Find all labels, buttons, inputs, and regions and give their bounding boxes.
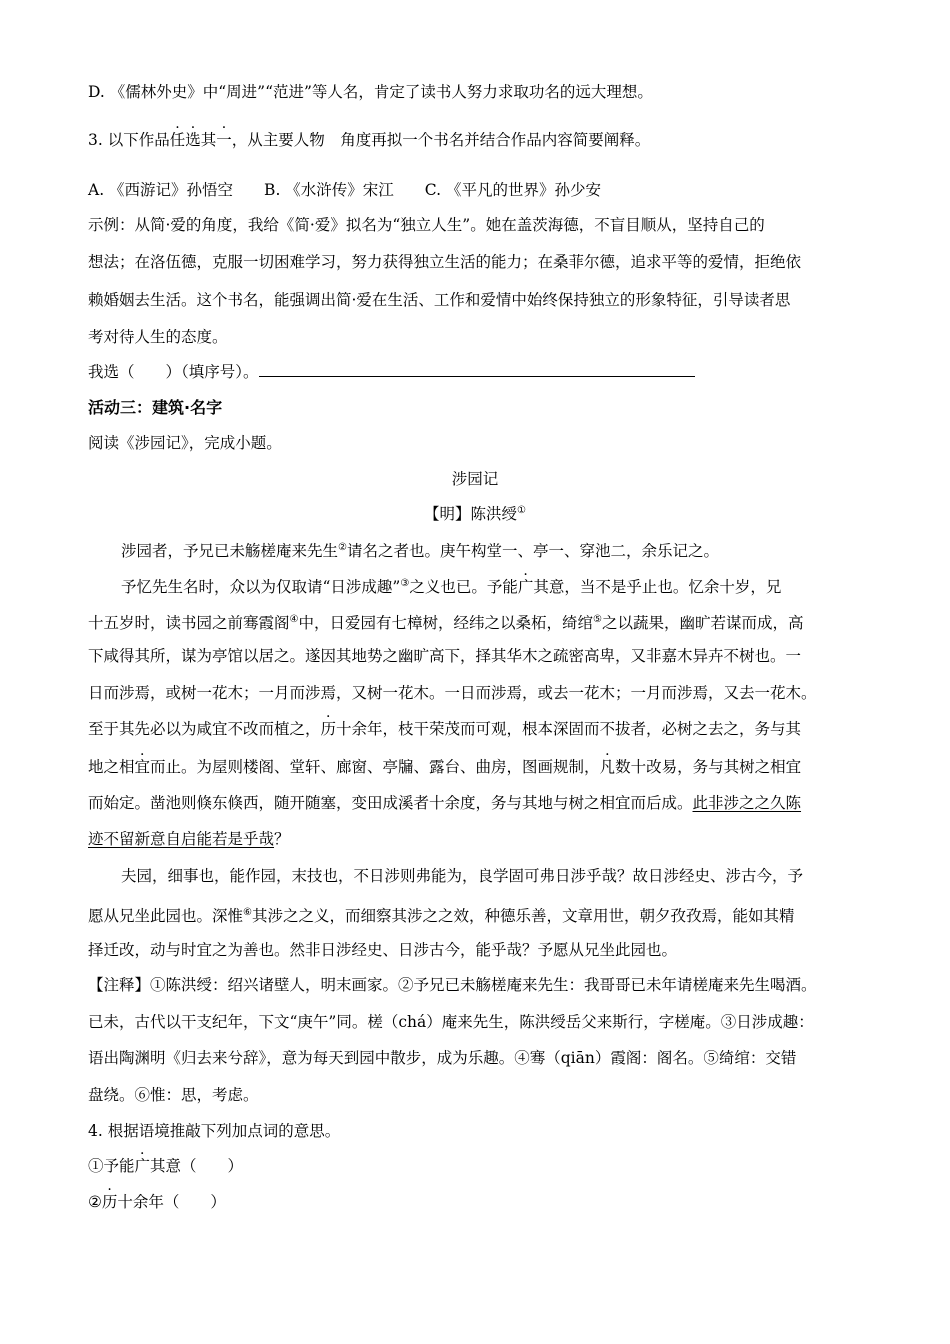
q4-text: ② <box>88 1193 102 1211</box>
footnote-ref: ③ <box>400 578 410 589</box>
dotted-char: 选 <box>185 131 201 149</box>
dotted-char: 一 <box>216 131 232 149</box>
example-line: 赖婚姻去生活。这个书名，能强调出简·爱在生活、工作和爱情中始终保持独立的形象特征，引导读者思 <box>88 291 791 309</box>
essay-p2-line-7 <box>88 793 801 813</box>
q3-text-3: ，从主要人物 角度再拟一个书名并结合作品内容简要阐释。 <box>231 131 651 149</box>
essay-p2-line-8 <box>88 829 290 849</box>
p2-text: 而止。为屋则楼阁、堂轩、廊窗、亭牖、露台、曲房，图画规制， <box>150 758 600 776</box>
example-line: 示例：从简·爱的角度，我给《简·爱》拟名为“独立人生”。她在盖茨海德，不盲目顺从，坚持自己的 <box>88 216 765 234</box>
underlined-sentence: 此非涉之之久陈 <box>692 794 802 812</box>
dotted-char: 凡 <box>599 758 616 776</box>
q4-text: 其意（ ） <box>150 1157 244 1175</box>
p2-text: 中，日爱园有七樟树，经纬之以桑柘，绮绾 <box>298 614 593 633</box>
q4-text: 十余年（ ） <box>117 1193 226 1211</box>
essay-p3-line-1: 夫园，细事也，能作园，末技也，不日涉则弗能为，良学固可弗日涉乎哉？故日涉经史、涉古今，予 <box>121 867 804 885</box>
p2-text: 予忆先生名时，众以为仅取请“日涉成趣” <box>121 578 401 597</box>
q3-text-1: 3. 以下作品 <box>88 131 170 149</box>
p2-text: ？ <box>274 830 290 848</box>
p2-text: 之以蔬果，幽旷若谋而成，高 <box>601 614 804 633</box>
question-4-item-1 <box>88 1156 243 1176</box>
notes-line: 【注释】①陈洪绶：绍兴诸壁人，明末画家。②予兄已未觞槎庵来先生：我哥哥已未年请槎庵来先生喝酒。 <box>88 976 817 994</box>
p2-text: 地之相 <box>88 758 135 776</box>
answer-line <box>88 362 695 382</box>
notes-line: 语出陶渊明《归去来兮辞》，意为每天到园中散步，成为乐趣。④骞（qiān）霞阁：阁名。⑤绮绾：交错 <box>88 1049 797 1067</box>
dotted-char: 宜 <box>134 758 151 776</box>
example-line: 考对待人生的态度。 <box>88 328 228 346</box>
p2-text: 之义也已。予能 <box>409 578 518 597</box>
essay-p2-line-1 <box>121 574 781 597</box>
p3-text: 其涉之之义，而细察其涉之之效，种德乐善，文章用世，朝夕孜孜焉，能如其精 <box>251 907 795 926</box>
footnote-ref: ① <box>517 505 526 516</box>
essay-p2-line-2 <box>88 610 803 633</box>
footnote-ref: ⑤ <box>593 614 602 625</box>
q4-text: ①予能 <box>88 1157 135 1175</box>
p2-text: 数十改易，务与其树之相宜 <box>615 758 802 776</box>
p1-text-b: 请名之者也。庚午构堂一、亭一、穿池二，余乐记之。 <box>346 542 719 561</box>
essay-author <box>0 501 950 524</box>
answer-blank[interactable] <box>259 362 695 377</box>
essay-p2-line-3: 下咸得其所，谋为亭馆以居之。遂因其地势之幽旷高下，择其华木之疏密高卑，又非嘉木异卉不树也。一 <box>88 647 802 665</box>
essay-p3-line-3: 择迁改，动与时宜之为善也。然非日涉经史、日涉古今，能乎哉？予愿从兄坐此园也。 <box>88 941 678 959</box>
p2-text: 十余年，枝干荣茂而可观，根本深固而不拔者，必树之去之，务与其 <box>336 720 802 738</box>
notes-line: 已未，古代以干支纪年，下文“庚午”同。槎（chá）庵来先生，陈洪绶岳父来斯行，字槎庵。③日涉成趣： <box>88 1013 814 1031</box>
dotted-char: 广 <box>134 1157 151 1175</box>
author-name: 【明】陈洪绶 <box>424 505 518 524</box>
dotted-char: 任 <box>169 131 186 149</box>
essay-p2-line-5 <box>88 719 801 739</box>
essay-p2-line-4: 日而涉焉，或树一花木；一月而涉焉，又树一花木。一日而涉焉，或去一花木；一月而涉焉，又去一花木。 <box>88 684 817 702</box>
p2-text: 其意，当不是乎止也。忆余十岁，兄 <box>533 578 782 597</box>
dotted-char: 历 <box>101 1193 118 1211</box>
essay-paragraph-1 <box>121 538 719 561</box>
question-4-stem: 4. 根据语境推敲下列加点词的意思。 <box>88 1122 341 1140</box>
option-d-line: D. 《儒林外史》中“周进”“范进”等人名，肯定了读书人努力求取功名的远大理想。 <box>88 83 653 101</box>
essay-title: 涉园记 <box>451 470 499 488</box>
activity-heading: 活动三：建筑·名字 <box>88 398 223 417</box>
essay-p3-line-2 <box>88 903 795 926</box>
underlined-sentence: 迹不留新意自启能若是乎哉 <box>88 830 275 848</box>
question-3-stem <box>88 130 650 150</box>
dotted-char: 广 <box>517 578 534 597</box>
dotted-char: 历 <box>320 720 337 738</box>
footnote-ref: ④ <box>289 614 299 625</box>
q3-text-2: 其 <box>200 131 217 149</box>
p2-text: 至于其先必以为咸宜不改而植之， <box>88 720 321 738</box>
notes-line: 盘绕。⑥惟：思，考虑。 <box>88 1086 259 1104</box>
footnote-ref: ⑥ <box>243 907 252 918</box>
question-4-item-2 <box>88 1192 226 1212</box>
essay-p2-line-6 <box>88 757 801 777</box>
p2-text: 十五岁时，读书园之前骞霞阁 <box>88 614 290 633</box>
p3-text: 愿从兄坐此园也。深惟 <box>88 907 244 926</box>
p1-text-a: 涉园者，予兄已未觞槎庵来先生 <box>121 542 339 561</box>
example-line: 想法；在洛伍德，克服一切困难学习，努力获得独立生活的能力；在桑菲尔德，追求平等的爱情，拒绝依 <box>88 253 802 271</box>
answer-prompt: 我选（ ）（填序号）。 <box>88 363 259 381</box>
footnote-ref: ② <box>338 542 347 553</box>
p2-text: 而始定。凿池则倏东倏西，随开随塞，变田成溪者十余度，务与其地与树之相宜而后成。 <box>88 794 693 812</box>
question-3-options: A. 《西游记》孙悟空 B. 《水浒传》宋江 C. 《平凡的世界》孙少安 <box>88 181 601 199</box>
activity-intro: 阅读《涉园记》，完成小题。 <box>88 434 282 452</box>
